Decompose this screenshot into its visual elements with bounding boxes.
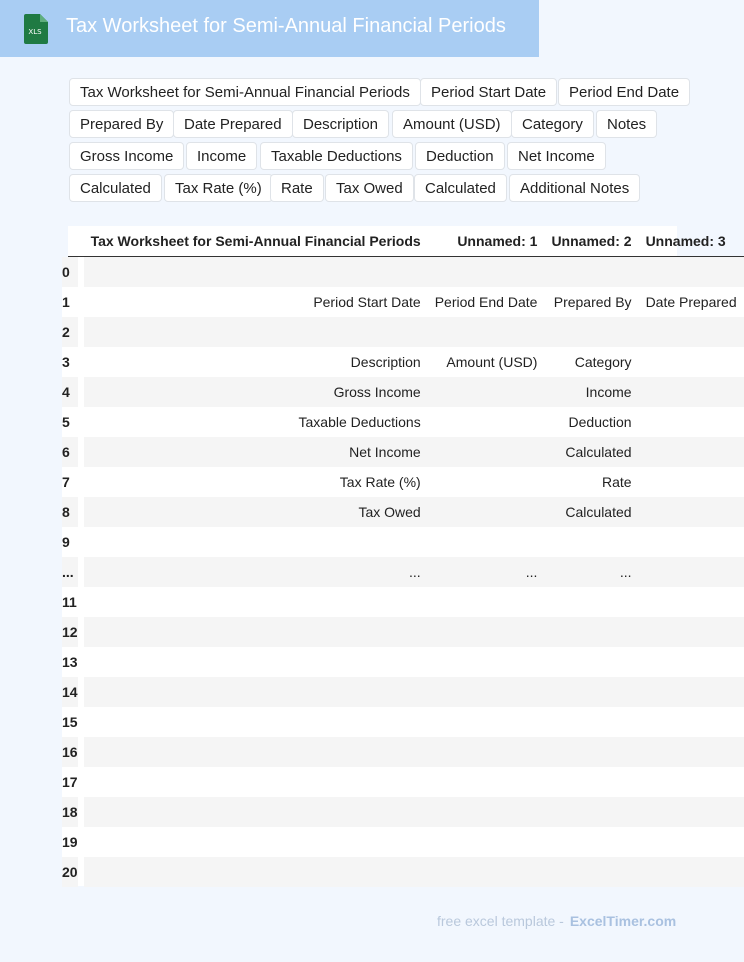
tag[interactable]: Rate [270, 174, 324, 202]
table-row [68, 647, 744, 677]
table-cell: Calculated [544, 497, 638, 527]
table-cell [544, 827, 638, 857]
table-row [68, 827, 744, 857]
table-cell: Period Start Date [84, 287, 428, 317]
table-cell [428, 617, 545, 647]
column-header: Tax Worksheet for Semi-Annual Financial Periods [84, 226, 428, 257]
row-index: 7 [62, 467, 78, 497]
table-cell [639, 377, 744, 407]
table-cell [84, 317, 428, 347]
footer [437, 913, 676, 929]
table-cell [639, 257, 744, 288]
table-cell: Description [84, 347, 428, 377]
table-cell [428, 497, 545, 527]
table-cell [84, 827, 428, 857]
table-cell [544, 677, 638, 707]
table-cell: Rate [544, 467, 638, 497]
row-index: 13 [62, 647, 78, 677]
row-index: 2 [62, 317, 78, 347]
row-index: 6 [62, 437, 78, 467]
footer-brand-link[interactable]: ExcelTimer.com [569, 913, 677, 929]
table-cell [428, 767, 545, 797]
table-cell [639, 347, 744, 377]
table-header-row [68, 226, 744, 257]
table-cell [544, 527, 638, 557]
table-cell [544, 737, 638, 767]
table-cell: Taxable Deductions [84, 407, 428, 437]
table-cell [84, 527, 428, 557]
table-cell [84, 677, 428, 707]
table-row [68, 797, 744, 827]
table-cell [544, 797, 638, 827]
page-title: Tax Worksheet for Semi-Annual Financial Periods [66, 15, 506, 37]
table-cell [544, 317, 638, 347]
row-index: 12 [62, 617, 78, 647]
tag[interactable]: Tax Owed [325, 174, 414, 202]
row-index: 11 [62, 587, 78, 617]
tag[interactable]: Income [186, 142, 257, 170]
table-cell [639, 707, 744, 737]
table-row [68, 557, 744, 587]
row-index: 16 [62, 737, 78, 767]
column-header: Unnamed: 3 [639, 226, 744, 257]
table-cell [639, 437, 744, 467]
table-row [68, 527, 744, 557]
table-cell [84, 587, 428, 617]
table-cell [428, 437, 545, 467]
table-cell [428, 857, 545, 887]
tag[interactable]: Taxable Deductions [260, 142, 413, 170]
table-cell [428, 317, 545, 347]
table-cell [639, 527, 744, 557]
row-index: ... [62, 557, 78, 587]
table-cell [544, 707, 638, 737]
table-cell: Category [544, 347, 638, 377]
table-cell [544, 767, 638, 797]
table-cell [639, 467, 744, 497]
xls-file-icon [22, 13, 50, 45]
table-cell [84, 647, 428, 677]
table-row [68, 497, 744, 527]
table-row [68, 767, 744, 797]
table-cell [639, 767, 744, 797]
xls-icon-label: XLS [28, 28, 42, 36]
tag[interactable]: Period Start Date [420, 78, 557, 106]
table-row [68, 587, 744, 617]
tag[interactable]: Description [292, 110, 389, 138]
tag[interactable]: Category [511, 110, 594, 138]
table-cell [428, 677, 545, 707]
tag[interactable]: Additional Notes [509, 174, 640, 202]
table-row [68, 437, 744, 467]
table-cell [639, 677, 744, 707]
footer-text: free excel template - [437, 913, 564, 929]
table-cell [428, 257, 545, 288]
table-cell [428, 797, 545, 827]
row-index: 4 [62, 377, 78, 407]
table-cell [428, 587, 545, 617]
table-row [68, 377, 744, 407]
column-header [62, 226, 78, 257]
table-cell [544, 617, 638, 647]
row-index: 14 [62, 677, 78, 707]
table-cell [84, 617, 428, 647]
table-cell [639, 857, 744, 887]
tag[interactable]: Prepared By [69, 110, 174, 138]
table-cell: Net Income [84, 437, 428, 467]
row-index: 18 [62, 797, 78, 827]
table-cell [428, 707, 545, 737]
table-cell [428, 527, 545, 557]
table-cell [84, 767, 428, 797]
tag[interactable]: Date Prepared [173, 110, 293, 138]
tag[interactable]: Amount (USD) [392, 110, 512, 138]
table-row [68, 287, 744, 317]
table-cell [428, 377, 545, 407]
table-row [68, 677, 744, 707]
table-cell [639, 617, 744, 647]
row-index: 5 [62, 407, 78, 437]
row-index: 20 [62, 857, 78, 887]
tag[interactable]: Calculated [69, 174, 162, 202]
table-row [68, 467, 744, 497]
table-cell [544, 587, 638, 617]
table-cell: ... [84, 557, 428, 587]
title-bar [0, 0, 539, 57]
table-cell: ... [428, 557, 545, 587]
table-row [68, 617, 744, 647]
table-cell: Gross Income [84, 377, 428, 407]
tag[interactable]: Deduction [415, 142, 505, 170]
table-row [68, 737, 744, 767]
table-cell: Date Prepared [639, 287, 744, 317]
table-cell [544, 647, 638, 677]
table-cell [84, 707, 428, 737]
tag[interactable]: Tax Worksheet for Semi-Annual Financial Periods [69, 78, 421, 106]
table-row [68, 857, 744, 887]
row-index: 8 [62, 497, 78, 527]
table-row [68, 347, 744, 377]
table-cell [428, 827, 545, 857]
column-header: Unnamed: 1 [428, 226, 545, 257]
table-cell [544, 257, 638, 288]
tag[interactable]: Period End Date [558, 78, 690, 106]
table-cell: Income [544, 377, 638, 407]
row-index: 0 [62, 257, 78, 288]
table-cell [84, 737, 428, 767]
table-cell [84, 797, 428, 827]
tag[interactable]: Notes [596, 110, 657, 138]
tag[interactable]: Net Income [507, 142, 606, 170]
table-cell: Deduction [544, 407, 638, 437]
table-cell [639, 797, 744, 827]
table-cell [428, 737, 545, 767]
row-index: 19 [62, 827, 78, 857]
table-cell [639, 407, 744, 437]
table-cell: Amount (USD) [428, 347, 545, 377]
table-cell [639, 737, 744, 767]
table-cell [428, 407, 545, 437]
table-cell [639, 497, 744, 527]
row-index: 15 [62, 707, 78, 737]
table-cell [639, 587, 744, 617]
table-cell: Period End Date [428, 287, 545, 317]
table-cell: ... [544, 557, 638, 587]
table-row [68, 707, 744, 737]
table-cell [639, 647, 744, 677]
column-header: Unnamed: 2 [544, 226, 638, 257]
table-cell: Tax Owed [84, 497, 428, 527]
tag[interactable]: Calculated [414, 174, 507, 202]
tag[interactable]: Tax Rate (%) [164, 174, 273, 202]
table-cell: Calculated [544, 437, 638, 467]
table-row [68, 317, 744, 347]
table-cell: Prepared By [544, 287, 638, 317]
data-table [62, 226, 737, 886]
table-cell [544, 857, 638, 887]
table-cell [84, 857, 428, 887]
row-index: 3 [62, 347, 78, 377]
row-index: 1 [62, 287, 78, 317]
table-cell: Tax Rate (%) [84, 467, 428, 497]
table-cell [428, 467, 545, 497]
table-row [68, 257, 744, 288]
tag[interactable]: Gross Income [69, 142, 184, 170]
table-cell [639, 317, 744, 347]
row-index: 9 [62, 527, 78, 557]
row-index: 17 [62, 767, 78, 797]
table-row [68, 407, 744, 437]
table-cell [428, 647, 545, 677]
table-cell [639, 827, 744, 857]
table-cell [84, 257, 428, 288]
table-cell [639, 557, 744, 587]
